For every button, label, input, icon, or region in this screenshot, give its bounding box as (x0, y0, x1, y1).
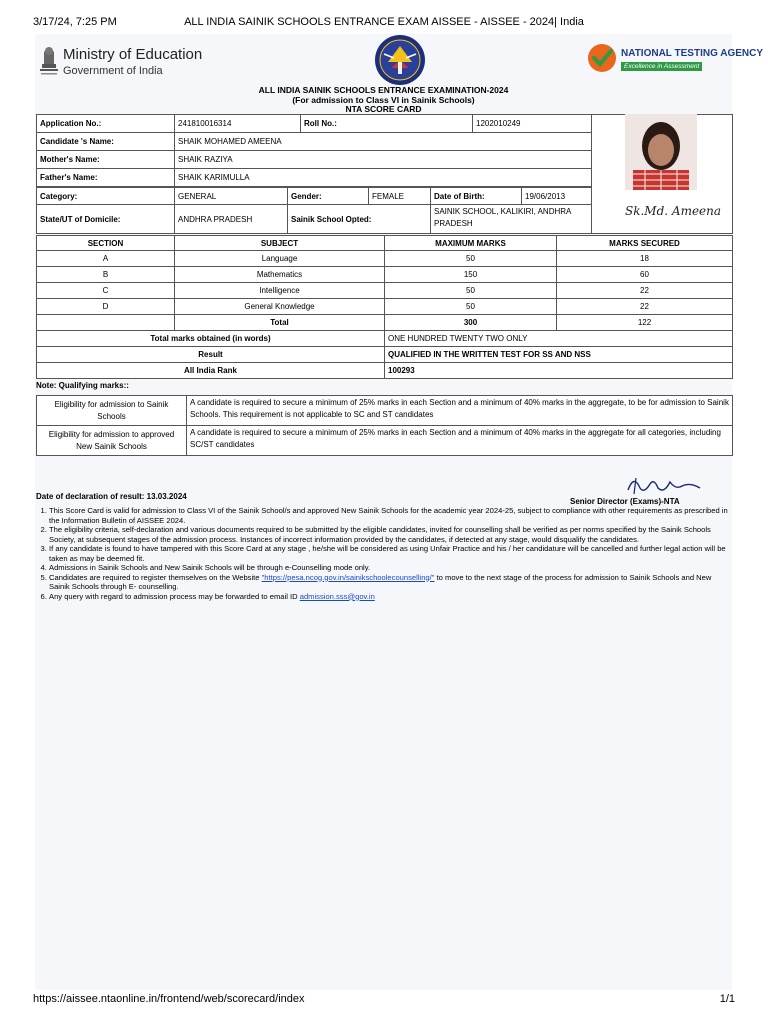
qualifying-row2-text: A candidate is required to secure a minimum of 25% marks in each Section and a minimum of 40% marks in the aggregate for all categories, including SC/ST candidates (186, 425, 733, 456)
marks-row-section: D (36, 298, 175, 315)
declaration-date: Date of declaration of result: 13.03.2024 (36, 492, 187, 501)
candidate-signature-text: Sk.Md. Ameena (625, 204, 722, 218)
marks-row-max: 50 (384, 250, 557, 267)
counselling-link[interactable]: "https://pesa.ncog.gov.in/sainikschoolecounselling/" (261, 572, 435, 582)
score-card-page (35, 34, 764, 990)
state-value: ANDHRA PRADESH (174, 204, 288, 234)
director-title: Senior Director (Exams)-NTA (570, 497, 680, 506)
marks-row-section: A (36, 250, 175, 267)
candidate-photo (625, 114, 697, 190)
marks-header-max: MAXIMUM MARKS (384, 235, 557, 251)
marks-header-secured: MARKS SECURED (556, 235, 733, 251)
result-value: QUALIFIED IN THE WRITTEN TEST FOR SS AND NSS (384, 346, 733, 363)
school-opted-value: SAINIK SCHOOL, KALIKIRI, ANDHRA PRADESH (430, 204, 592, 234)
email-link[interactable]: admission.sss@gov.in (299, 591, 375, 601)
nta-logo (587, 42, 764, 76)
nta-tagline: Excellence in Assessment (621, 62, 702, 71)
mother-name-value: SHAIK RAZIYA (174, 150, 592, 169)
nta-check-icon (587, 43, 617, 73)
qualifying-row1-label: Eligibility for admission to Sainik Schools (36, 395, 187, 426)
exam-title: ALL INDIA SAINIK SCHOOLS ENTRANCE EXAMINATION-2024 (258, 85, 509, 95)
marks-row-section: C (36, 282, 175, 299)
roll-no-label: Roll No.: (300, 114, 473, 133)
marks-row-subject: General Knowledge (174, 298, 385, 315)
qualifying-note-label: Note: Qualifying marks:: (36, 381, 129, 390)
rank-value: 100293 (384, 362, 733, 379)
marks-row-secured: 18 (556, 250, 733, 267)
state-label: State/UT of Domicile: (36, 204, 175, 234)
ministry-logo (38, 40, 208, 80)
note-item: 2. The eligibility criteria, self-declaration and various documents required to be submitted by the eligible candidates, invited for counselling shall be verified as per norms specified by the Sainik Schools Society, at subsequent stages of the admission process. Instances of incorrect information provided by the candidates, if detected at any stage, would disqualify the candidates. (49, 525, 731, 544)
note-item: 4. Admissions in Sainik Schools and New Sainik Schools will be through e-Counselling mode only. (49, 563, 731, 573)
note-item (49, 573, 731, 592)
dob-value: 19/06/2013 (521, 187, 592, 205)
school-opted-label: Sainik School Opted: (287, 204, 431, 234)
application-no-value: 241810016314 (174, 114, 301, 133)
print-header (33, 16, 735, 30)
marks-row-secured: 60 (556, 266, 733, 283)
marks-total-label: Total (174, 314, 385, 331)
gender-label: Gender: (287, 187, 369, 205)
print-page-number: 1/1 (719, 993, 735, 1005)
marks-row-secured: 22 (556, 282, 733, 299)
exam-subtitle: (For admission to Class VI in Sainik Schools) (292, 95, 475, 105)
ministry-subtitle: Government of India (63, 65, 163, 77)
director-signature-icon (620, 472, 710, 498)
marks-row-subject: Intelligence (174, 282, 385, 299)
marks-row-secured: 22 (556, 298, 733, 315)
father-name-label: Father's Name: (36, 168, 175, 187)
candidate-name-label: Candidate 's Name: (36, 132, 175, 151)
marks-total-max: 300 (384, 314, 557, 331)
marks-total-secured: 122 (556, 314, 733, 331)
marks-row-subject: Language (174, 250, 385, 267)
marks-words-label: Total marks obtained (in words) (36, 330, 385, 347)
category-label: Category: (36, 187, 175, 205)
rank-label: All India Rank (36, 362, 385, 379)
marks-total-blank (36, 314, 175, 331)
print-url: https://aissee.ntaonline.in/frontend/web/scorecard/index (33, 993, 305, 1005)
print-timestamp: 3/17/24, 7:25 PM (33, 16, 117, 28)
candidate-name-value: SHAIK MOHAMED AMEENA (174, 132, 592, 151)
dob-label: Date of Birth: (430, 187, 522, 205)
note-item: 1. This Score Card is valid for admission to Class VI of the Sainik School/s and approved New Sainik Schools for the academic year 2024-25, subject to compliance with other requirements as prescribed in the Information Bulletin of AISSEE 2024. (49, 506, 731, 525)
score-card-title: NTA SCORE CARD (345, 104, 422, 114)
marks-row-max: 150 (384, 266, 557, 283)
candidate-signature (595, 194, 727, 232)
national-emblem-icon (38, 42, 60, 78)
note5-after: to move to the next stage of the process for admission to Sainik Schools and New Sainik Schools through E- counselling. (49, 572, 712, 591)
marks-header-subject: SUBJECT (174, 235, 385, 251)
result-label: Result (36, 346, 385, 363)
note5-before: Candidates are required to register themselves on the Website (49, 572, 262, 582)
marks-row-max: 50 (384, 298, 557, 315)
marks-row-subject: Mathematics (174, 266, 385, 283)
note-item (49, 592, 731, 602)
marks-row-max: 50 (384, 282, 557, 299)
marks-row-section: B (36, 266, 175, 283)
print-title: ALL INDIA SAINIK SCHOOLS ENTRANCE EXAM AISSEE - AISSEE - 2024| India (184, 16, 584, 28)
qualifying-row2-label: Eligibility for admission to approved New Sainik Schools (36, 425, 187, 456)
note-item: 3. If any candidate is found to have tampered with this Score Card at any stage , he/she will be considered as using Unfair Practice and his / her candidature will be cancelled and further legal action will be taken as may be deemed fit. (49, 544, 731, 563)
roll-no-value: 1202010249 (472, 114, 592, 133)
category-value: GENERAL (174, 187, 288, 205)
qualifying-row1-text: A candidate is required to secure a minimum of 25% marks in each Section and a minimum of 40% marks in the aggregate, to be for admission to Sainik Schools. This requirement is not applicable to SC and ST candidates (186, 395, 733, 426)
application-no-label: Application No.: (36, 114, 175, 133)
print-footer (33, 993, 735, 1007)
marks-words-value: ONE HUNDRED TWENTY TWO ONLY (384, 330, 733, 347)
note6-before: Any query with regard to admission process may be forwarded to email ID (49, 591, 300, 601)
father-name-value: SHAIK KARIMULLA (174, 168, 592, 187)
notes-list (36, 506, 731, 601)
marks-header-section: SECTION (36, 235, 175, 251)
sainik-school-logo-icon (374, 34, 426, 86)
nta-title: NATIONAL TESTING AGENCY (621, 48, 764, 59)
gender-value: FEMALE (368, 187, 431, 205)
ministry-title: Ministry of Education (63, 46, 203, 63)
mother-name-label: Mother's Name: (36, 150, 175, 169)
